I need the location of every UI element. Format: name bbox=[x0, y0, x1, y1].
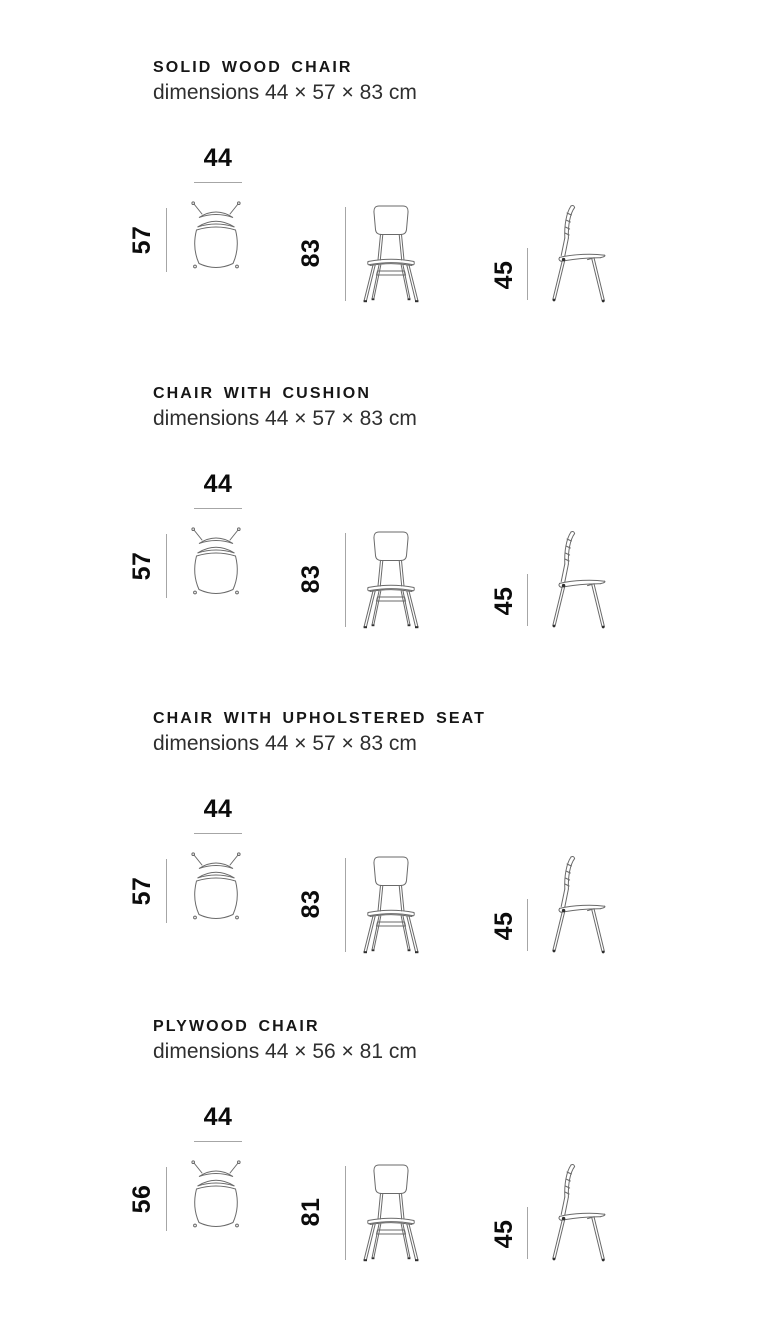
chair-front-view-drawing bbox=[360, 529, 422, 631]
section-title: CHAIR WITH CUSHION bbox=[153, 385, 372, 402]
seat-height-dimension-label: 45 bbox=[490, 586, 518, 616]
seat-height-dimension-line bbox=[527, 899, 528, 951]
height-dimension-label: 83 bbox=[297, 564, 325, 594]
width-dimension-line bbox=[194, 182, 242, 183]
height-dimension-line bbox=[345, 858, 346, 952]
chair-top-view-drawing bbox=[186, 1159, 246, 1237]
width-dimension-line bbox=[194, 508, 242, 509]
depth-dimension-label: 57 bbox=[128, 225, 156, 255]
width-dimension-line bbox=[194, 1141, 242, 1142]
seat-height-dimension-label: 45 bbox=[490, 911, 518, 941]
seat-height-dimension-label: 45 bbox=[490, 1219, 518, 1249]
height-dimension-label: 81 bbox=[297, 1197, 325, 1227]
depth-dimension-label: 56 bbox=[128, 1184, 156, 1214]
seat-height-dimension-line bbox=[527, 248, 528, 300]
section-dimensions-text: dimensions 44 × 57 × 83 cm bbox=[153, 81, 417, 104]
section-dimensions-text: dimensions 44 × 56 × 81 cm bbox=[153, 1040, 417, 1063]
depth-dimension-line bbox=[166, 1167, 167, 1231]
width-dimension-label: 44 bbox=[203, 470, 233, 498]
chair-top-view-drawing bbox=[186, 851, 246, 929]
width-dimension-label: 44 bbox=[203, 795, 233, 823]
height-dimension-line bbox=[345, 1166, 346, 1260]
height-dimension-line bbox=[345, 533, 346, 627]
chair-side-view-drawing bbox=[540, 1162, 612, 1264]
chair-top-view-drawing bbox=[186, 200, 246, 278]
section-chair-with-cushion bbox=[0, 383, 762, 698]
chair-side-view-drawing bbox=[540, 203, 612, 305]
chair-top-view-drawing bbox=[186, 526, 246, 604]
section-title: PLYWOOD CHAIR bbox=[153, 1018, 320, 1035]
width-dimension-line bbox=[194, 833, 242, 834]
section-title: CHAIR WITH UPHOLSTERED SEAT bbox=[153, 710, 486, 727]
depth-dimension-line bbox=[166, 208, 167, 272]
seat-height-dimension-line bbox=[527, 574, 528, 626]
seat-height-dimension-label: 45 bbox=[490, 260, 518, 290]
height-dimension-label: 83 bbox=[297, 889, 325, 919]
chair-side-view-drawing bbox=[540, 854, 612, 956]
depth-dimension-line bbox=[166, 859, 167, 923]
depth-dimension-label: 57 bbox=[128, 876, 156, 906]
section-chair-with-upholstered-seat bbox=[0, 708, 762, 1023]
height-dimension-label: 83 bbox=[297, 238, 325, 268]
height-dimension-line bbox=[345, 207, 346, 301]
section-plywood-chair bbox=[0, 1016, 762, 1331]
chair-front-view-drawing bbox=[360, 854, 422, 956]
section-dimensions-text: dimensions 44 × 57 × 83 cm bbox=[153, 732, 417, 755]
section-solid-wood-chair bbox=[0, 57, 762, 372]
chair-side-view-drawing bbox=[540, 529, 612, 631]
seat-height-dimension-line bbox=[527, 1207, 528, 1259]
depth-dimension-label: 57 bbox=[128, 551, 156, 581]
section-dimensions-text: dimensions 44 × 57 × 83 cm bbox=[153, 407, 417, 430]
chair-front-view-drawing bbox=[360, 1162, 422, 1264]
width-dimension-label: 44 bbox=[203, 144, 233, 172]
depth-dimension-line bbox=[166, 534, 167, 598]
chair-front-view-drawing bbox=[360, 203, 422, 305]
width-dimension-label: 44 bbox=[203, 1103, 233, 1131]
section-title: SOLID WOOD CHAIR bbox=[153, 59, 353, 76]
